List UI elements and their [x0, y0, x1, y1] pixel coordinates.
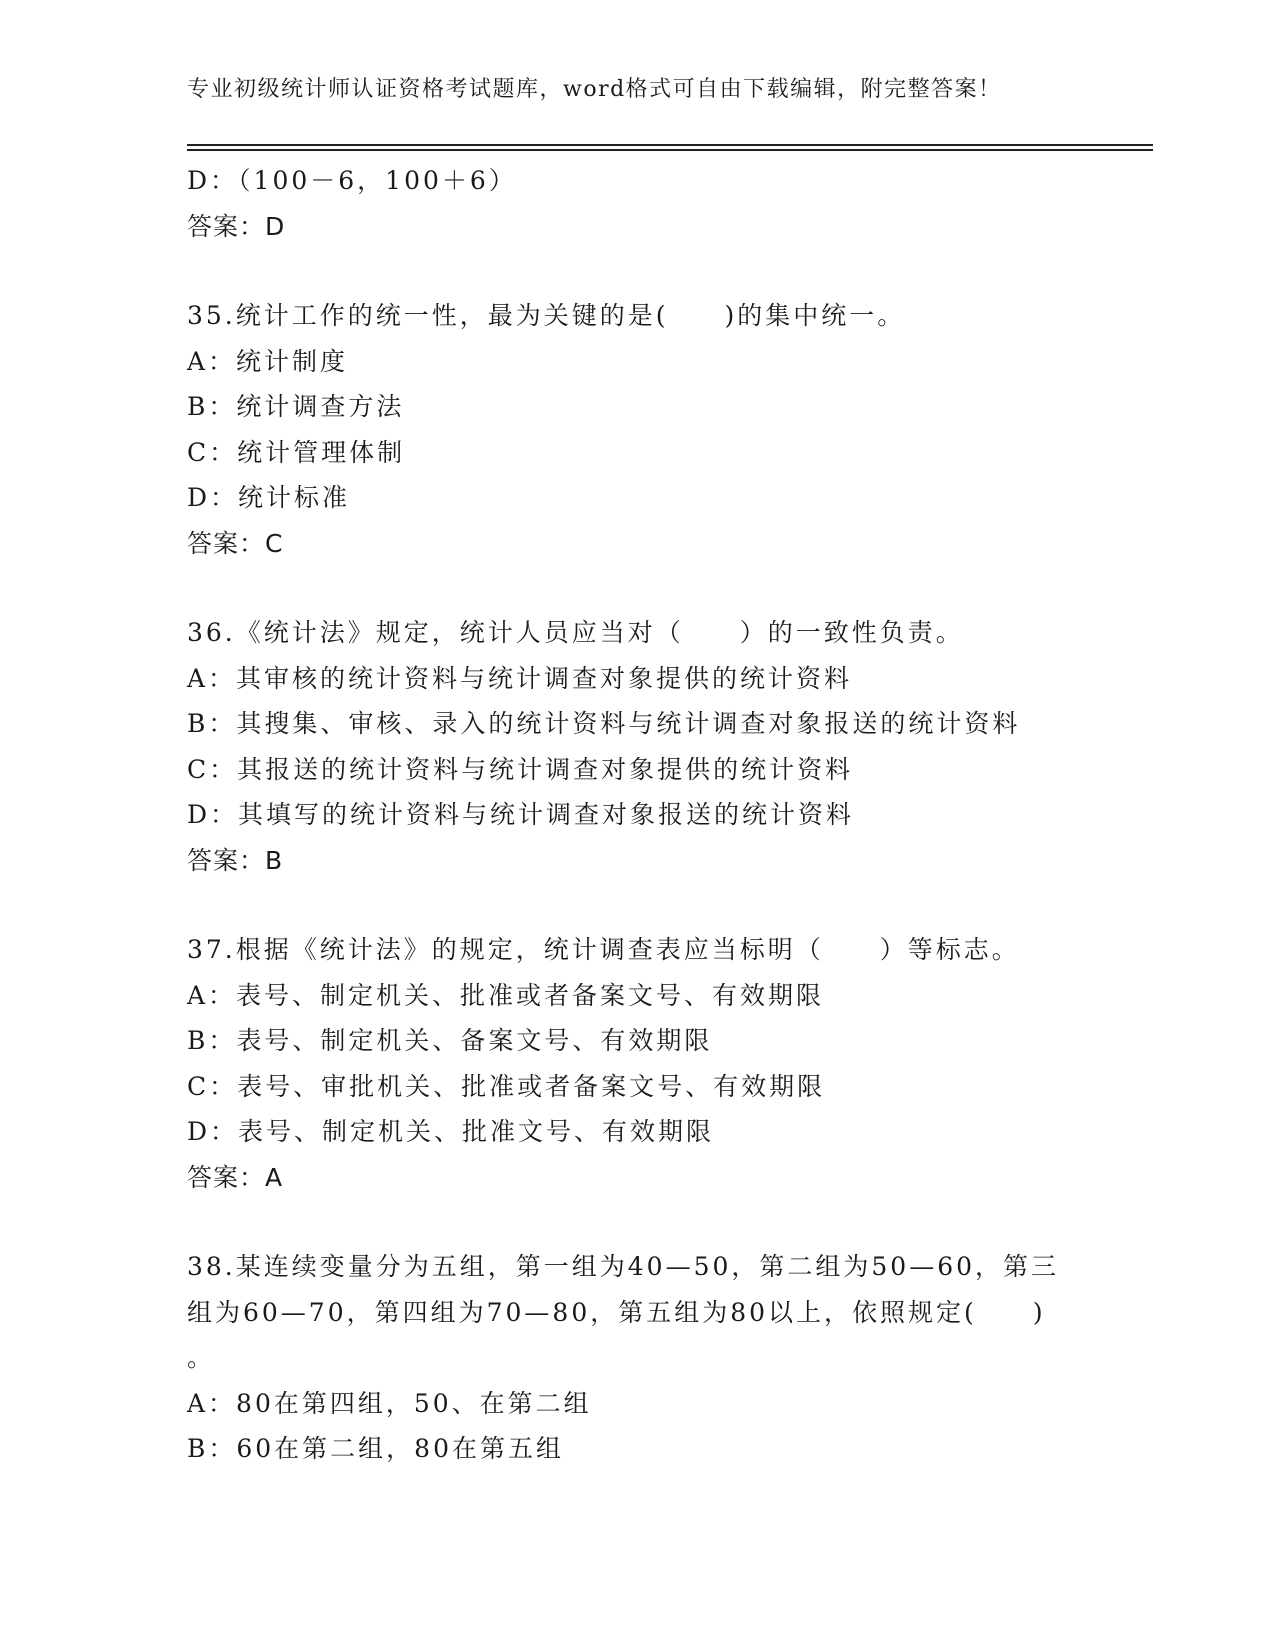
question-35: [187, 293, 1067, 566]
question-stem: 36.《统计法》规定，统计人员应当对（ ）的一致性负责。: [187, 618, 964, 647]
answer: 答案：C: [187, 528, 284, 558]
question-stem: 37.根据《统计法》的规定，统计调查表应当标明（ ）等标志。: [187, 935, 1020, 964]
option-d: D：（100－6，100＋6）: [187, 166, 517, 195]
header-rule-bottom: [187, 149, 1153, 151]
question-36: [187, 610, 1067, 883]
question-stem: 35.统计工作的统一性，最为关键的是( )的集中统一。: [187, 301, 906, 330]
option-b: B：表号、制定机关、备案文号、有效期限: [187, 1026, 713, 1055]
option-d: D：其填写的统计资料与统计调查对象报送的统计资料: [187, 800, 855, 829]
question-stem-line-1: 38.某连续变量分为五组，第一组为40—50，第二组为50—60，第三: [187, 1252, 1060, 1281]
question-38: [187, 1244, 1067, 1472]
question-list: [187, 158, 1067, 1472]
option-b: B：其搜集、审核、录入的统计资料与统计调查对象报送的统计资料: [187, 709, 1021, 738]
question-stem-line-3: 。: [187, 1343, 216, 1372]
question-stem-line-2: 组为60—70，第四组为70—80，第五组为80以上，依照规定( ): [187, 1297, 1046, 1327]
option-a: A：其审核的统计资料与统计调查对象提供的统计资料: [187, 663, 853, 693]
answer: 答案：D: [187, 211, 286, 241]
option-a: A：统计制度: [187, 346, 349, 376]
option-a: A：80在第四组，50、在第二组: [187, 1388, 592, 1418]
option-d: D：表号、制定机关、批准文号、有效期限: [187, 1117, 715, 1146]
option-b: B：60在第二组，80在第五组: [187, 1434, 564, 1463]
page-header: 专业初级统计师认证资格考试题库，word格式可自由下载编辑，附完整答案！: [187, 77, 1002, 102]
option-b: B：统计调查方法: [187, 392, 405, 421]
option-a: A：表号、制定机关、批准或者备案文号、有效期限: [187, 980, 825, 1010]
option-c: C：统计管理体制: [187, 437, 406, 467]
header-rule-top: [187, 144, 1153, 146]
option-d: D：统计标准: [187, 483, 351, 512]
option-c: C：其报送的统计资料与统计调查对象提供的统计资料: [187, 754, 854, 784]
option-c: C：表号、审批机关、批准或者备案文号、有效期限: [187, 1071, 826, 1101]
question-34-tail: [187, 158, 1067, 249]
answer: 答案：A: [187, 1162, 284, 1192]
question-37: [187, 927, 1067, 1200]
answer: 答案：B: [187, 845, 284, 875]
